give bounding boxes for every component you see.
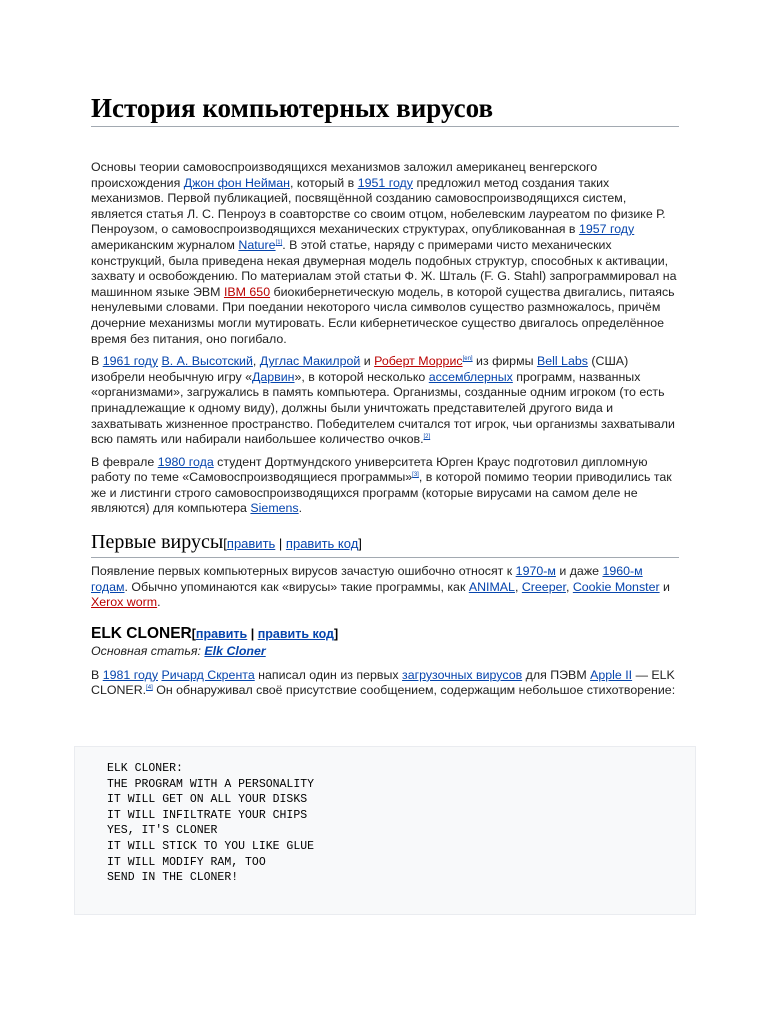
link-1957[interactable]: 1957 году	[578, 222, 635, 237]
link-1960s[interactable]: 1960-м годам	[91, 564, 643, 594]
text: студент Дортмундского университета Юрген Краус подготовил дипломную работу по теме «Самовоспроизводящиеся программы»	[91, 454, 648, 485]
footnote-4[interactable]: [4]	[146, 685, 153, 692]
text: и	[360, 354, 375, 369]
text: из фирмы	[472, 354, 537, 369]
bracket: [	[191, 626, 196, 641]
text: , который в	[290, 175, 358, 190]
text: написал один из первых	[254, 667, 403, 682]
separator: |	[247, 626, 258, 641]
link-bell-labs[interactable]: Bell Labs	[536, 354, 588, 369]
bracket: ]	[358, 536, 362, 552]
subsection-heading-elk-cloner	[91, 625, 679, 643]
edit-links	[223, 536, 362, 551]
text: и даже	[555, 564, 603, 579]
text: предложил метод создания таких механизмов. Первой публикацией, посвящённой созданию самовоспроизводящихся систем, является статья Л. С. Пенроуз в соавторстве со своим отцом, нобелевским лауреатом по физике Р. Пенроузом, о самовоспроизводящихся механических структурах, опубликованная в	[91, 175, 666, 237]
poem-line: THE PROGRAM WITH A PERSONALITY	[107, 777, 315, 791]
text: В феврале	[91, 454, 158, 469]
text: », в которой несколько	[294, 369, 429, 384]
link-vysotsky[interactable]: В. А. Высотский	[161, 354, 253, 369]
link-apple-ii[interactable]: Apple II	[590, 667, 633, 682]
bracket: [	[223, 536, 227, 552]
text: . В этой статье, наряду с примерами чисто механических конструкций, была приведена некая двумерная модель подобных структур, способных к активации, захвату и освобождению. По материалам этой статьи Ф. Ж. Шталь (F. G. Stahl) запрограммировал на машинном языке ЭВМ	[91, 237, 677, 299]
paragraph-first-viruses	[91, 564, 679, 611]
edit-link[interactable]: править	[226, 536, 276, 552]
poem-line: ELK CLONER:	[107, 762, 183, 775]
heading-text: ELK CLONER	[91, 624, 192, 642]
link-creeper[interactable]: Creeper	[521, 579, 566, 594]
text: Он обнаруживал своё присутствие сообщением, содержащим небольшое стихотворение:	[152, 683, 676, 698]
poem-code-block	[74, 746, 696, 915]
text: американским журналом	[91, 237, 239, 252]
link-elk-cloner[interactable]: Elk Cloner	[204, 643, 266, 658]
text: В	[91, 354, 103, 369]
poem-line: IT WILL INFILTRATE YOUR CHIPS	[107, 808, 308, 822]
link-1961[interactable]: 1961 году	[102, 354, 159, 369]
paragraph-kraus	[91, 455, 679, 517]
link-nature[interactable]: Nature	[238, 237, 276, 252]
text: и	[659, 579, 670, 594]
link-von-neumann[interactable]: Джон фон Нейман	[183, 175, 290, 190]
footnote-2[interactable]: [2]	[423, 433, 431, 440]
text: , в которой помимо теории приводились так же и листинги строго самовоспроизводящихся программ (которые вирусами на самом деле не являются) для компьютера	[91, 470, 672, 516]
paragraph-intro	[91, 160, 679, 347]
edit-code-link[interactable]: править код	[285, 536, 359, 552]
poem-line: YES, IT'S CLONER	[107, 824, 218, 838]
link-xerox-worm[interactable]: Xerox worm	[91, 595, 158, 610]
poem-line: IT WILL GET ON ALL YOUR DISKS	[107, 793, 308, 807]
link-1981[interactable]: 1981 году	[102, 667, 159, 682]
text: .	[298, 501, 303, 516]
link-boot-viruses[interactable]: загрузочных вирусов	[402, 667, 523, 682]
hatnote-main-article	[91, 643, 679, 659]
section-heading-first-viruses	[91, 530, 679, 558]
link-skrenta[interactable]: Ричард Скрента	[161, 667, 255, 682]
edit-links	[192, 627, 338, 641]
hatnote-label: Основная статья:	[91, 643, 205, 658]
text: для ПЭВМ	[522, 667, 591, 682]
link-mcilroy[interactable]: Дуглас Макилрой	[259, 354, 361, 369]
text: — ELK CLONER.	[91, 667, 675, 698]
link-assembler[interactable]: ассемблерных	[428, 369, 513, 384]
text: ,	[514, 579, 522, 594]
text: программ, названных «организмами», загружались в память компьютера. Организмы, созданные одним игроком (то есть принадлежащие к одному виду), должны были уничтожать представителей другого вида и захватывать жизненное пространство. Победителем считался тот игрок, чьи организмы захватывали всю память или набирали наибольшее количество очков.	[91, 369, 675, 447]
text: биокибернетическую модель, в которой существа двигались, питаясь ненулевыми словами. При поедании некоторого числа символов существо размножалось, причём дочерние механизмы могли мутировать. Если кибернетическое существо двигалось определённое время без питания, оно погибало.	[91, 284, 675, 346]
poem-line: IT WILL MODIFY RAM, TOO	[107, 855, 266, 869]
text: (США) изобрели необычную игру «	[91, 354, 629, 384]
link-1951[interactable]: 1951 году	[357, 175, 413, 190]
paragraph-darwin	[91, 354, 679, 448]
separator: |	[275, 536, 286, 552]
text: В	[91, 667, 103, 682]
text: .	[157, 595, 161, 610]
edit-code-link[interactable]: править код	[257, 626, 334, 641]
poem-line: SEND IN THE CLONER!	[107, 871, 239, 885]
text: . Обычно упоминаются как «вирусы» такие программы, как	[124, 579, 469, 594]
text: Основы теории самовоспроизводящихся механизмов заложил американец венгерского происхождения	[91, 160, 598, 190]
footnote-1[interactable]: [1]	[275, 239, 283, 246]
page-title: История компьютерных вирусов	[91, 92, 679, 127]
paragraph-elk-cloner	[91, 668, 679, 699]
link-siemens[interactable]: Siemens	[250, 501, 299, 516]
bracket: ]	[333, 626, 339, 641]
link-cookie-monster[interactable]: Cookie Monster	[572, 579, 660, 594]
text: ,	[565, 579, 573, 594]
poem-line: IT WILL STICK TO YOU LIKE GLUE	[107, 839, 315, 853]
edit-link[interactable]: править	[195, 626, 248, 641]
text: Появление первых компьютерных вирусов зачастую ошибочно относят к	[91, 564, 516, 579]
link-ibm-650[interactable]: IBM 650	[223, 284, 271, 299]
link-animal[interactable]: ANIMAL	[468, 579, 515, 594]
footnote-en[interactable]: [en]	[462, 356, 473, 362]
link-1970s[interactable]: 1970-м	[515, 564, 556, 579]
footnote-3[interactable]: [3]	[412, 472, 419, 479]
heading-text: Первые вирусы	[91, 531, 224, 554]
article	[91, 92, 679, 699]
link-darwin[interactable]: Дарвин	[252, 369, 295, 384]
link-1980[interactable]: 1980 года	[157, 454, 214, 469]
text: ,	[252, 354, 260, 369]
link-morris[interactable]: Роберт Моррис	[374, 354, 463, 369]
